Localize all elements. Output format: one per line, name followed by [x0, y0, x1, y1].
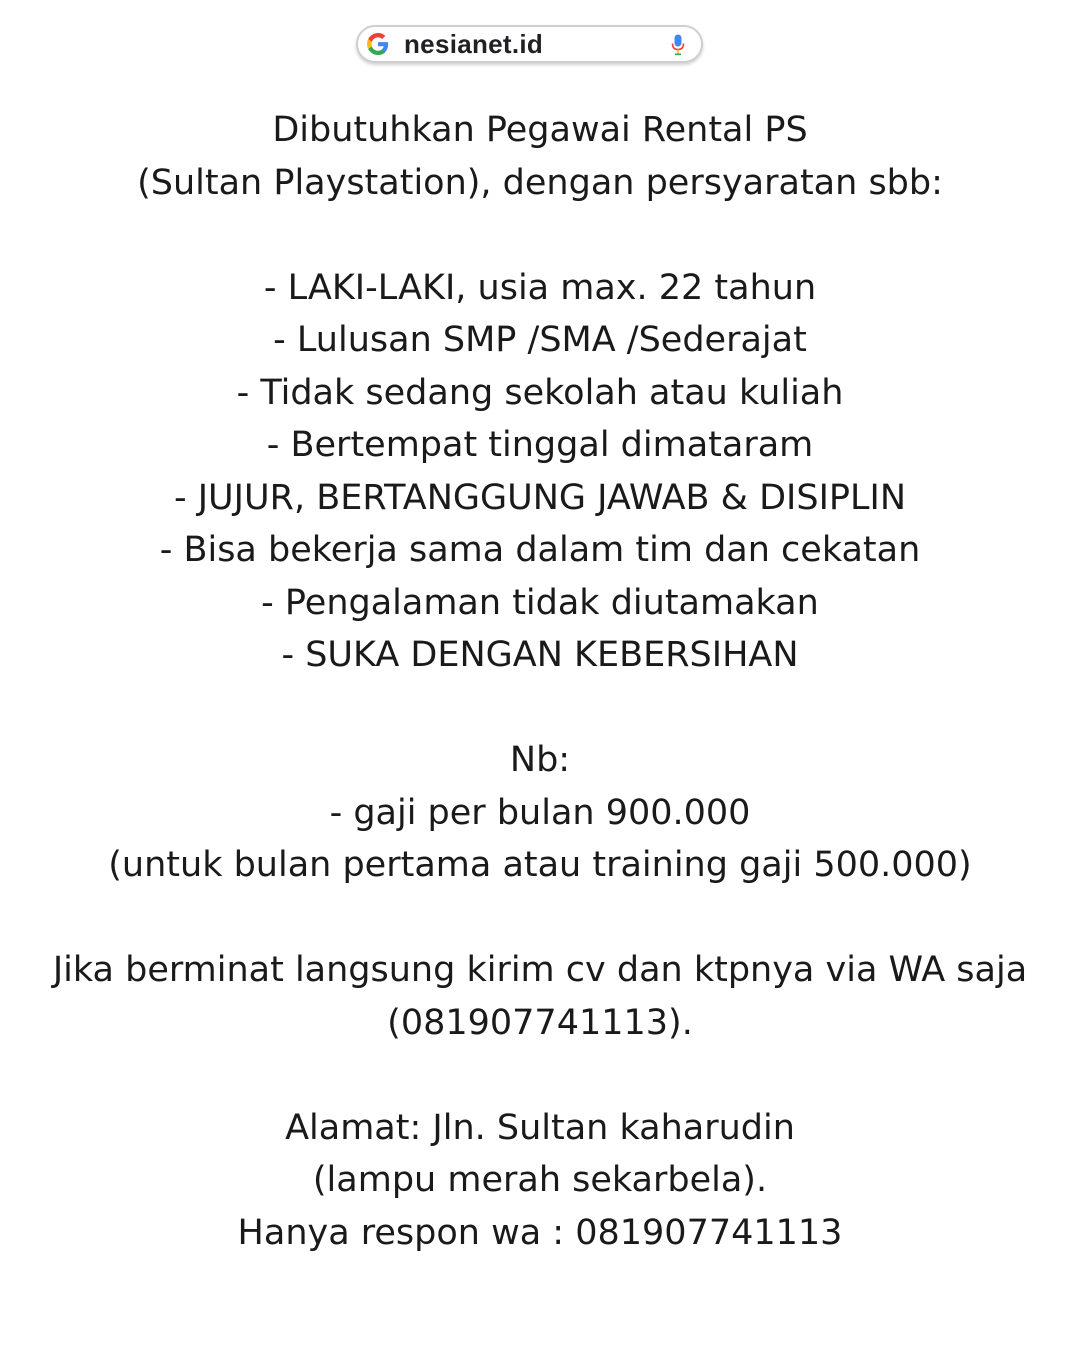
requirement-item: - Tidak sedang sekolah atau kuliah	[236, 372, 844, 413]
address-line: Hanya respon wa : 081907741113	[237, 1212, 843, 1253]
requirement-item: - LAKI-LAKI, usia max. 22 tahun	[263, 267, 817, 308]
post-title-line: (Sultan Playstation), dengan persyaratan sbb:	[137, 162, 943, 203]
microphone-icon[interactable]	[671, 34, 685, 56]
requirement-item: - Pengalaman tidak diutamakan	[261, 582, 819, 623]
note-line: - gaji per bulan 900.000	[329, 792, 751, 833]
job-post-text	[0, 104, 1080, 1259]
search-bar[interactable]	[356, 25, 703, 63]
requirement-item: - Bisa bekerja sama dalam tim dan cekatan	[159, 530, 921, 570]
requirement-item: - SUKA DENGAN KEBERSIHAN	[281, 635, 799, 675]
note-line: (untuk bulan pertama atau training gaji 500.000)	[108, 845, 972, 885]
search-text: nesianet.id	[404, 29, 544, 59]
requirement-item: - Bertempat tinggal dimataram	[266, 425, 814, 465]
google-g-icon	[367, 33, 389, 55]
requirement-item: - JUJUR, BERTANGGUNG JAWAB & DISIPLIN	[173, 477, 907, 518]
note-heading: Nb:	[509, 740, 571, 780]
apply-line: Jika berminat langsung kirim cv dan ktpnya via WA saja	[52, 950, 1028, 990]
address-line: Alamat: Jln. Sultan kaharudin	[285, 1107, 795, 1148]
requirement-item: - Lulusan SMP /SMA /Sederajat	[273, 320, 807, 360]
address-line: (lampu merah sekarbela).	[312, 1160, 768, 1200]
apply-line: (081907741113).	[387, 1002, 693, 1043]
post-title-line: Dibutuhkan Pegawai Rental PS	[272, 110, 808, 150]
